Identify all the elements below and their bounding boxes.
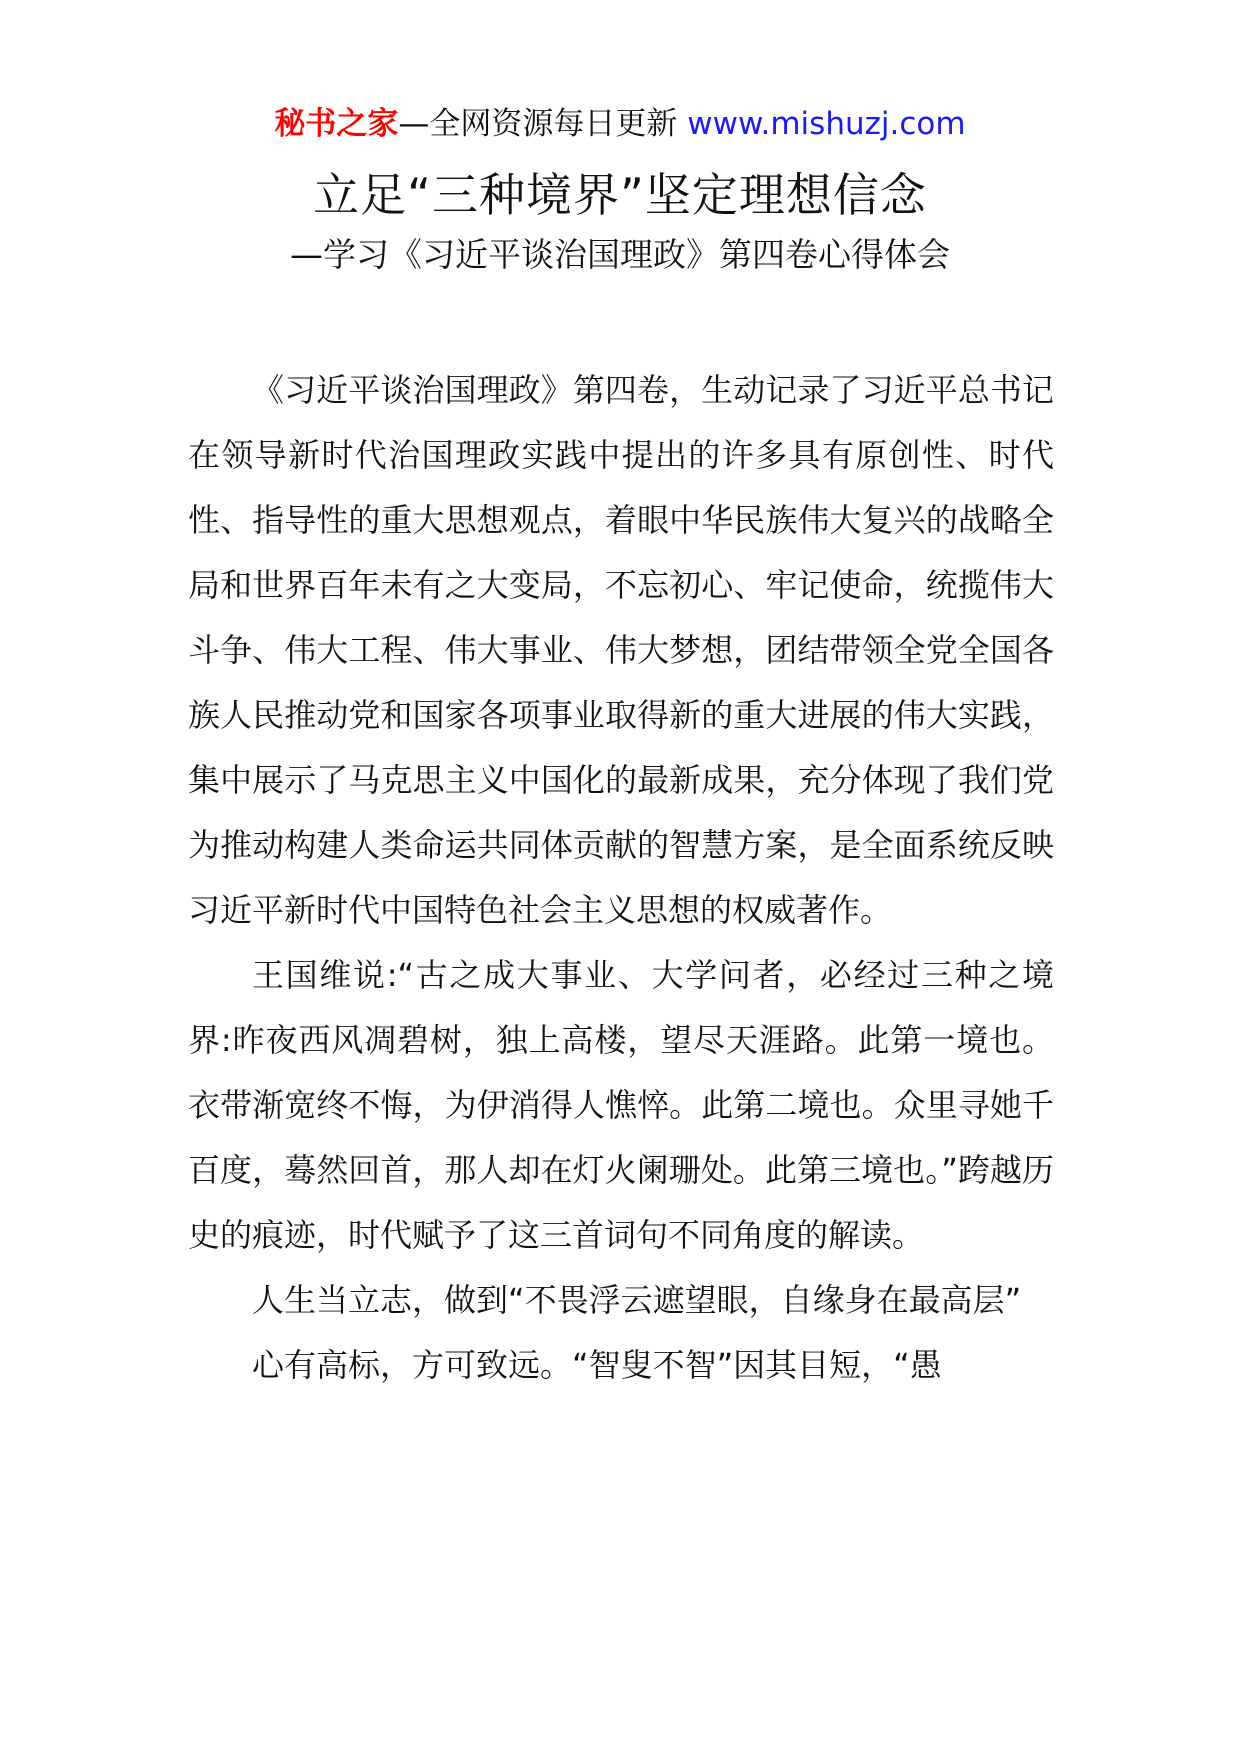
header-banner <box>0 102 1240 146</box>
document-subtitle: —学习《习近平谈治国理政》第四卷心得体会 <box>290 235 950 274</box>
brand-name: 秘书之家 <box>274 106 399 142</box>
document-body <box>188 358 1054 1398</box>
header-tagline: —全网资源每日更新 <box>398 106 688 142</box>
paragraph: 《习近平谈治国理政》第四卷，生动记录了习近平总书记在领导新时代治国理政实践中提出的许多具有原创性、时代性、指导性的重大思想观点，着眼中华民族伟大复兴的战略全局和世界百年未有之大变局，不忘初心、牢记使命，统揽伟大斗争、伟大工程、伟大事业、伟大梦想，团结带领全党全国各族人民推动党和国家各项事业取得新的重大进展的伟大实践，集中展示了马克思主义中国化的最新成果，充分体现了我们党为推动构建人类命运共同体贡献的智慧方案，是全面系统反映习近平新时代中国特色社会主义思想的权威著作。 <box>188 371 1054 929</box>
site-url-link[interactable]: www.mishuzj.com <box>687 106 966 142</box>
paragraph: 人生当立志，做到“不畏浮云遮望眼，自缘身在最高层” <box>252 1281 1022 1319</box>
paragraph: 王国维说:“古之成大事业、大学问者，必经过三种之境界:昨夜西风凋碧树，独上高楼，望尽天涯路。此第一境也。衣带渐宽终不悔，为伊消得人憔悴。此第二境也。众里寻她千百度，蓦然回首，那人却在灯火阑珊处。此第三境也。”跨越历史的痕迹，时代赋予了这三首词句不同角度的解读。 <box>188 956 1054 1254</box>
document-title: 立足“三种境界”坚定理想信念 <box>313 168 927 222</box>
paragraph: 心有高标，方可致远。“智叟不智”因其目短，“愚 <box>252 1346 942 1384</box>
